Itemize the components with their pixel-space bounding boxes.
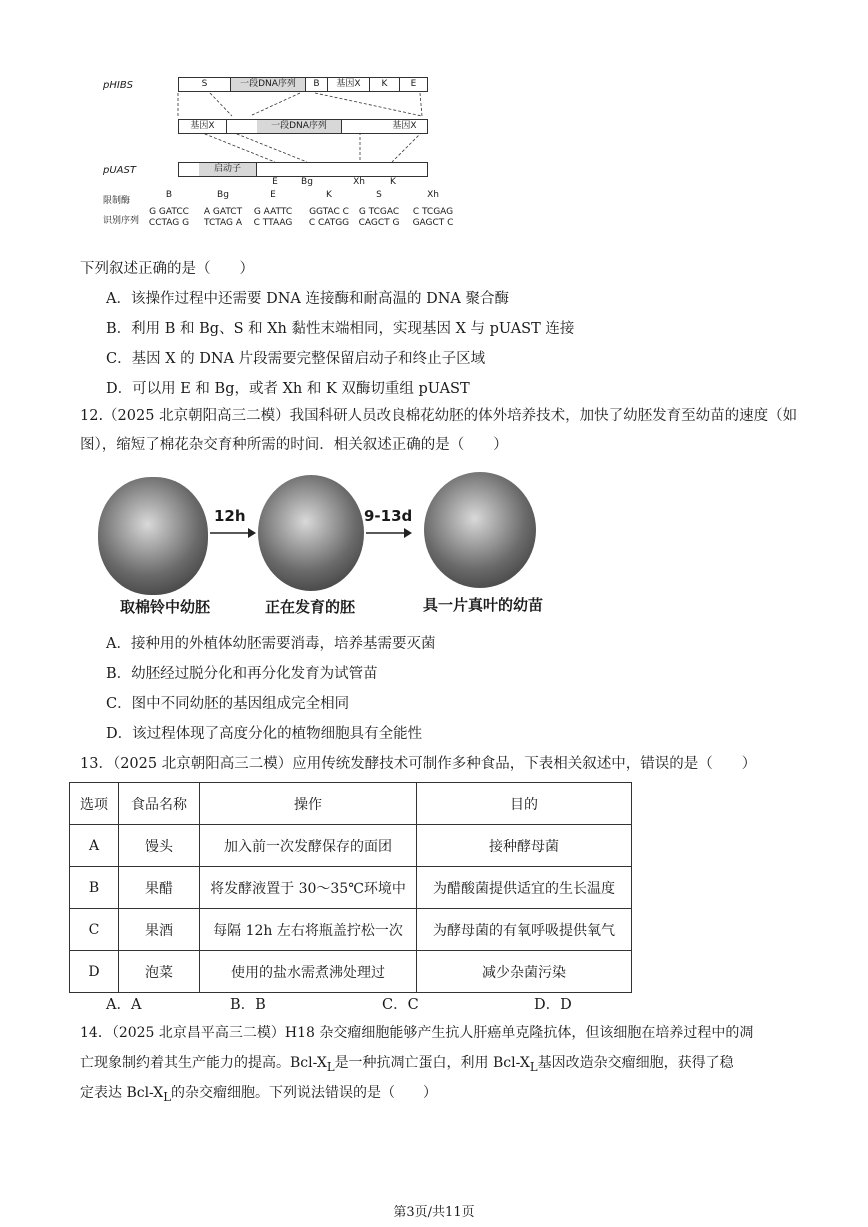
q12-option-b: B．幼胚经过脱分化和再分化发育为试管苗 <box>106 666 378 682</box>
q14-text: 亡现象制约着其生产能力的提高。Bcl-X <box>80 1055 327 1071</box>
q13-choice-b: B．B <box>230 997 266 1013</box>
table-cell: 每隔 12h 左右将瓶盖拧松一次 <box>200 909 417 951</box>
table-cell: 馒头 <box>119 825 200 867</box>
middle-seg-gene-x-2: 基因X <box>392 121 417 131</box>
enzyme-bottom-seq: CAGCT G <box>358 218 400 228</box>
enzyme-name: S <box>376 190 382 200</box>
enzyme-top-seq: G AATTC <box>253 207 293 217</box>
table-cell: 果醋 <box>119 867 200 909</box>
fermentation-table <box>69 782 632 993</box>
table-cell: 接种酵母菌 <box>417 825 632 867</box>
table-cell: D <box>70 951 119 993</box>
arrow-label-9-13d: 9-13d <box>364 507 413 525</box>
q11-option-c: C．基因 X 的 DNA 片段需要完整保留启动子和终止子区域 <box>106 351 486 367</box>
table-header-cell: 选项 <box>70 783 119 825</box>
table-header-cell: 食品名称 <box>119 783 200 825</box>
table-header-row <box>70 783 632 825</box>
phibs-seg-s: S <box>179 78 231 91</box>
q13-choice-a: A．A <box>106 997 142 1013</box>
caption-embryo: 取棉铃中幼胚 <box>119 598 210 616</box>
table-row <box>70 825 632 867</box>
table-row <box>70 867 632 909</box>
enzyme-name: Xh <box>427 190 439 200</box>
puast-site-bg: Bg <box>301 177 313 187</box>
q12-option-d: D．该过程体现了高度分化的植物细胞具有全能性 <box>106 726 423 742</box>
phibs-seg-dna: 一段DNA序列 <box>231 78 306 91</box>
enzyme-top-seq: GGTAC C <box>309 207 349 217</box>
enzyme-name: B <box>165 190 173 200</box>
enzyme-top-seq: C TCGAG <box>412 207 454 217</box>
phibs-label: pHIBS <box>103 80 134 91</box>
phibs-seg-gene-x: 基因X <box>328 78 370 91</box>
middle-seg-gene-x-1: 基因X <box>179 120 227 133</box>
enzyme-bottom-seq: CCTAG G <box>148 218 190 228</box>
puast-site-xh: Xh <box>353 177 365 187</box>
puast-label: pUAST <box>103 165 136 176</box>
enzyme-s <box>356 190 402 229</box>
enzyme-bottom-seq: GAGCT C <box>412 218 454 228</box>
q14-text: 是一种抗凋亡蛋白，利用 Bcl-X <box>334 1055 530 1071</box>
table-header-cell: 目的 <box>417 783 632 825</box>
table-header-cell: 操作 <box>200 783 417 825</box>
q13-choice-c: C．C <box>382 997 419 1013</box>
enzyme-bottom-seq: C TTAAG <box>253 218 293 228</box>
table-cell: 泡菜 <box>119 951 200 993</box>
puast-site-e: E <box>272 177 278 187</box>
q12-option-c: C．图中不同幼胚的基因组成完全相同 <box>106 696 350 712</box>
middle-fragment-bar <box>178 119 428 134</box>
enzyme-top-seq: G TCGAC <box>358 207 400 217</box>
middle-gap-2 <box>342 120 382 133</box>
puast-seg-promoter: 启动子 <box>199 163 257 176</box>
enzyme-b <box>146 190 192 229</box>
q12-stem: 12.（2025 北京朝阳高三二模）我国科研人员改良棉花幼胚的体外培养技术，加快了幼胚发育至幼苗的速度（如图），缩短了棉花杂交育种所需的时间．相关叙述正确的是（ ） <box>80 408 798 453</box>
table-cell: 为酵母菌的有氧呼吸提供氧气 <box>417 909 632 951</box>
table-row <box>70 909 632 951</box>
table-cell: 减少杂菌污染 <box>417 951 632 993</box>
cotton-boll-photo <box>98 477 208 595</box>
enzyme-bottom-seq: C CATGG <box>308 218 350 228</box>
table-row <box>70 951 632 993</box>
enzyme-name: K <box>326 190 332 200</box>
seedling-flask-photo <box>424 472 536 588</box>
developing-embryo-dish-photo <box>258 475 364 591</box>
q11-option-a: A．该操作过程中还需要 DNA 连接酶和耐高温的 DNA 聚合酶 <box>106 291 509 307</box>
puast-site-k: K <box>390 177 396 187</box>
table-cell: B <box>70 867 119 909</box>
q13-choice-d: D．D <box>534 997 572 1013</box>
puast-gap <box>179 163 199 176</box>
enzyme-top-seq: G GATCC <box>149 207 189 217</box>
table-cell: 加入前一次发酵保存的面团 <box>200 825 417 867</box>
q14-line-1: 14．（2025 北京昌平高三二模）H18 杂交瘤细胞能够产生抗人肝癌单克隆抗体，但该细胞在培养过程中的凋 <box>80 1025 754 1041</box>
arrow-label-12h: 12h <box>214 507 246 525</box>
q12-option-a: A．接种用的外植体幼胚需要消毒，培养基需要灭菌 <box>106 636 436 652</box>
enzyme-k <box>306 190 352 229</box>
recognition-row-label: 识别序列 <box>103 216 140 226</box>
subscript-l: L <box>529 1059 538 1074</box>
table-cell: 为醋酸菌提供适宜的生长温度 <box>417 867 632 909</box>
caption-seedling: 具一片真叶的幼苗 <box>422 596 543 614</box>
phibs-seg-e: E <box>410 79 417 89</box>
table-cell: 将发酵液置于 30～35℃环境中 <box>200 867 417 909</box>
q13-stem: 13．（2025 北京朝阳高三二模）应用传统发酵技术可制作多种食品，下表相关叙述中，错误的是（ ） <box>80 756 757 772</box>
enzyme-bg <box>200 190 246 229</box>
enzyme-xh <box>410 190 456 229</box>
enzyme-bottom-seq: TCTAG A <box>203 218 243 228</box>
subscript-l: L <box>326 1059 335 1074</box>
q11-option-b: B．利用 B 和 Bg、S 和 Xh 黏性末端相同，实现基因 X 与 pUAST 连接 <box>106 321 575 337</box>
arrow-right-icon <box>366 527 412 539</box>
middle-gap <box>227 120 257 133</box>
q11-option-d: D．可以用 E 和 Bg，或者 Xh 和 K 双酶切重组 pUAST <box>106 381 470 397</box>
q11-stem: 下列叙述正确的是（ ） <box>80 261 254 277</box>
enzyme-row-label: 限制酶 <box>103 196 131 206</box>
puast-plasmid-bar <box>178 162 428 177</box>
phibs-seg-b: B <box>306 78 328 91</box>
enzyme-name: E <box>270 190 276 200</box>
q14-line-2 <box>80 1052 734 1074</box>
q14-line-3 <box>80 1082 437 1104</box>
caption-developing: 正在发育的胚 <box>264 598 355 616</box>
arrow-right-icon <box>210 527 256 539</box>
q14-text: 定表达 Bcl-X <box>80 1085 164 1101</box>
subscript-l: L <box>163 1089 172 1104</box>
page-footer: 第3页/共11页 <box>393 1205 475 1220</box>
table-cell: A <box>70 825 119 867</box>
enzyme-top-seq: A GATCT <box>203 207 243 217</box>
table-cell: 使用的盐水需煮沸处理过 <box>200 951 417 993</box>
middle-seg-dna: 一段DNA序列 <box>257 120 342 133</box>
enzyme-name: Bg <box>217 190 229 200</box>
q14-text: 基因改造杂交瘤细胞，获得了稳 <box>537 1055 734 1071</box>
table-cell: 果酒 <box>119 909 200 951</box>
q14-text: 的杂交瘤细胞。下列说法错误的是（ ） <box>171 1085 438 1101</box>
enzyme-e <box>250 190 296 229</box>
phibs-seg-k: K <box>370 78 400 91</box>
table-cell: C <box>70 909 119 951</box>
